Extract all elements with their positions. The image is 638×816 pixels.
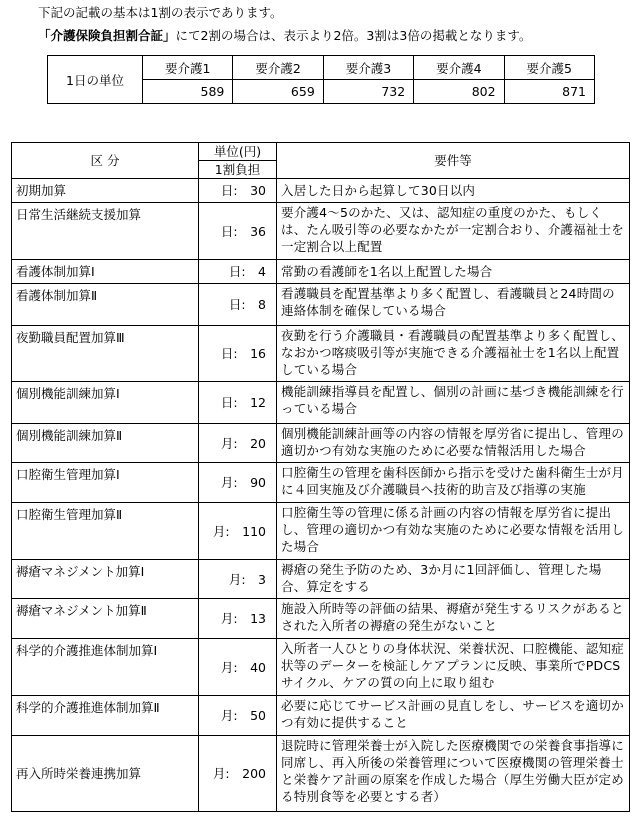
fee-name: 口腔衛生管理加算Ⅰ [12,463,199,503]
fee-unit: 月: 90 [199,463,277,503]
fee-unit: 月: 13 [199,599,277,639]
care-level-2-units: 659 [233,80,323,104]
fee-requirement: 口腔衛生の管理を歯科医師から指示を受けた歯科衛生士が月に４回実施及び介護職員へ技術的助言及び指導の実施 [277,463,630,503]
fee-requirement: 施設入所時等の評価の結果、褥瘡が発生するリスクがあるとされた入所者の褥瘡の発生がないこと [277,599,630,639]
table-row [12,382,630,424]
fee-name: 褥瘡マネジメント加算Ⅱ [12,599,199,639]
fee-unit: 月: 110 [199,503,277,560]
fee-unit: 日: 12 [199,382,277,424]
table-row [12,736,630,812]
table-row [12,424,630,463]
fee-unit: 月: 50 [199,696,277,736]
fee-requirement: 常勤の看護師を1名以上配置した場合 [277,260,630,284]
fee-unit: 日: 8 [199,284,277,326]
intro-line-2-text: にて2割の場合は、表示より2倍。3割は3倍の掲載となります。 [175,28,532,43]
header-unit: 単位(円) [199,143,277,161]
care-level-1-units: 589 [143,80,233,104]
fee-requirement: 入居した日から起算して30日以内 [277,179,630,203]
care-level-1: 要介護1 [143,56,233,80]
table-row [12,503,630,560]
fee-unit: 日: 30 [199,179,277,203]
fee-name: 口腔衛生管理加算Ⅱ [12,503,199,560]
table-row [12,179,630,203]
burden-certificate-name: 「介護保険負担割合証」 [38,28,176,43]
table-row [12,326,630,382]
table-row [12,639,630,696]
table-row [12,560,630,599]
header-unit-sub: 1割負担 [199,161,277,179]
fee-requirement: 個別機能訓練計画等の内容の情報を厚労省に提出し、管理の適切かつ有効な実施のために必要な情報活用した場合 [277,424,630,463]
fee-requirement: 必要に応じてサービス計画の見直しをし、サービスを適切かつ有効に提供すること [277,696,630,736]
header-category: 区 分 [12,143,199,179]
additional-fee-table [11,142,630,812]
intro-line-2 [38,26,531,44]
fee-requirement: 機能訓練指導員を配置し、個別の計画に基づき機能訓練を行っている場合 [277,382,630,424]
fee-requirement: 口腔衛生等の管理に係る計画の内容の情報を厚労省に提出し、管理の適切かつ有効な実施のために必要な情報を活用した場合 [277,503,630,560]
care-level-4: 要介護4 [414,56,504,80]
care-level-5: 要介護5 [504,56,594,80]
fee-requirement: 退院時に管理栄養士が入院した医療機関での栄養食事指導に同席し、再入所後の栄養管理について医療機関の管理栄養士と栄養ケア計画の原案を作成した場合（厚生労働大臣が定める特別食等を必要とする者） [277,736,630,812]
fee-requirement: 要介護4～5のかた、又は、認知症の重度のかた、もしくは、たん吸引等の必要なかたが一定割合おり、介護福祉士を一定割合以上配置 [277,203,630,260]
fee-name: 看護体制加算Ⅰ [12,260,199,284]
care-level-4-units: 802 [414,80,504,104]
fee-name: 日常生活継続支援加算 [12,203,199,260]
fee-name: 看護体制加算Ⅱ [12,284,199,326]
fee-name: 個別機能訓練加算Ⅱ [12,424,199,463]
fee-requirement: 夜勤を行う介護職員・看護職員の配置基準より多く配置し、なおかつ喀痰吸引等が実施できる介護福祉士を1名以上配置している場合 [277,326,630,382]
table-row [12,260,630,284]
fee-unit: 日: 16 [199,326,277,382]
fee-requirement: 入所者一人ひとりの身体状況、栄養状況、口腔機能、認知症状等のデーターを検証しケアプランに反映、事業所でPDCSサイクル、ケアの質の向上に取り組む [277,639,630,696]
fee-name: 初期加算 [12,179,199,203]
fee-name: 科学的介護推進体制加算Ⅰ [12,639,199,696]
daily-units-table [47,55,595,104]
table-row [12,696,630,736]
fee-unit: 月: 40 [199,639,277,696]
care-level-3: 要介護3 [323,56,413,80]
fee-name: 夜勤職員配置加算Ⅲ [12,326,199,382]
table-row [12,284,630,326]
fee-unit: 月: 3 [199,560,277,599]
header-requirements: 要件等 [277,143,630,179]
fee-name: 再入所時栄養連携加算 [12,736,199,812]
fee-requirement: 褥瘡の発生予防のため、3か月に1回評価し、管理した場合、算定をする [277,560,630,599]
fee-name: 個別機能訓練加算Ⅰ [12,382,199,424]
fee-name: 科学的介護推進体制加算Ⅱ [12,696,199,736]
table-row [12,599,630,639]
care-level-3-units: 732 [323,80,413,104]
fee-name: 褥瘡マネジメント加算Ⅰ [12,560,199,599]
fee-requirement: 看護職員を配置基準より多く配置し、看護職員と24時間の連絡体制を確保している場合 [277,284,630,326]
fee-unit: 月: 200 [199,736,277,812]
daily-units-label: 1日の単位 [48,56,143,104]
fee-unit: 月: 20 [199,424,277,463]
table-row [12,203,630,260]
care-level-2: 要介護2 [233,56,323,80]
fee-unit: 日: 4 [199,260,277,284]
care-level-5-units: 871 [504,80,594,104]
intro-line-1: 下記の記載の基本は1割の表示であります。 [38,5,283,20]
table-row [12,463,630,503]
fee-unit: 日: 36 [199,203,277,260]
